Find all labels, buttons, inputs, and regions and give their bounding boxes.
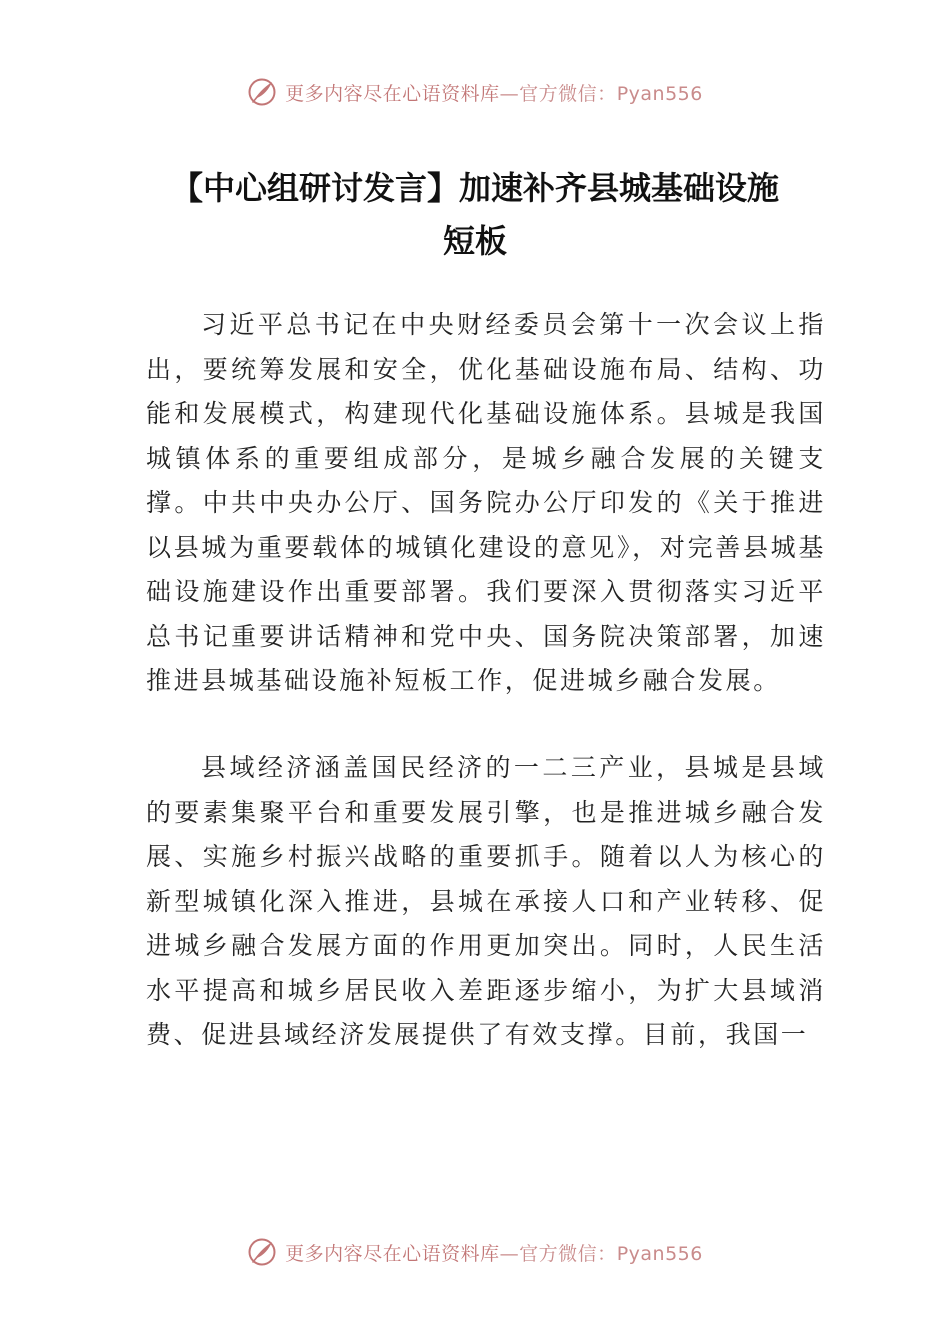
title-line-2: 短板 [442, 222, 507, 260]
header-watermark [0, 72, 950, 112]
watermark-contact-label: 官方微信： [519, 1242, 617, 1265]
watermark-dash: — [499, 1242, 520, 1265]
body-paragraph-2: 县域经济涵盖国民经济的一二三产业，县城是县域的要素集聚平台和重要发展引擎，也是推进城乡融合发展、实施乡村振兴战略的重要抓手。随着以人为核心的新型城镇化深入推进，县城在承接人口和产业转移、促进城乡融合发展方面的作用更加突出。同时，人民生活水平提高和城乡居民收入差距逐步缩小，为扩大县域消费、促进县域经济发展提供了有效支撑。目前，我国一 [146, 753, 826, 1049]
watermark-text [285, 1239, 703, 1266]
quill-pen-logo-icon [247, 1237, 277, 1267]
watermark-brand: 更多内容尽在心语资料库 [285, 82, 500, 105]
watermark-dash: — [499, 82, 520, 105]
watermark-contact-id: Pyan556 [616, 82, 703, 105]
document-title [120, 162, 830, 268]
watermark-text [285, 79, 703, 106]
footer-watermark [0, 1232, 950, 1272]
body-paragraph-1: 习近平总书记在中央财经委员会第十一次会议上指出，要统筹发展和安全，优化基础设施布局、结构、功能和发展模式，构建现代化基础设施体系。县城是我国城镇体系的重要组成部分，是城乡融合发展的关键支撑。中共中央办公厅、国务院办公厅印发的《关于推进以县城为重要载体的城镇化建设的意见》，对完善县城基础设施建设作出重要部署。我们要深入贯彻落实习近平总书记重要讲话精神和党中央、国务院决策部署，加速推进县城基础设施补短板工作，促进城乡融合发展。 [146, 310, 826, 695]
watermark-brand: 更多内容尽在心语资料库 [285, 1242, 500, 1265]
title-line-1: 【中心组研讨发言】加速补齐县城基础设施 [170, 169, 779, 207]
watermark-contact-label: 官方微信： [519, 82, 617, 105]
watermark-contact-id: Pyan556 [616, 1242, 703, 1265]
quill-pen-logo-icon [247, 77, 277, 107]
